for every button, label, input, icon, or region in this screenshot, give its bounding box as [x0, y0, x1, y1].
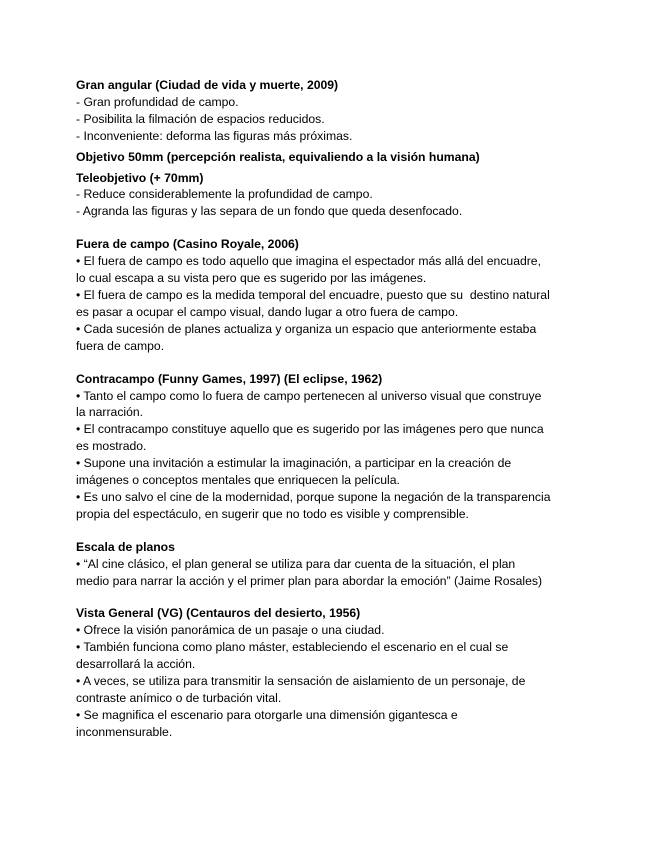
section-line: • “Al cine clásico, el plan general se utiliza para dar cuenta de la situación, el plan [76, 556, 516, 571]
spacer [76, 220, 586, 236]
section-line: • También funciona como plano máster, estableciendo el escenario en el cual se [76, 640, 509, 655]
section-escala-de-planos [76, 539, 586, 590]
section-gran-angular [76, 77, 586, 145]
section-line: • Se magnifica el escenario para otorgarle una dimensión gigantesca e [76, 707, 458, 722]
section-line: • Es uno salvo el cine de la modernidad, porque supone la negación de la transparencia [76, 489, 551, 504]
section-line: • Ofrece la visión panorámica de un pasaje o una ciudad. [76, 623, 385, 638]
section-line: • El fuera de campo es la medida temporal del encuadre, puesto que su destino natural [76, 287, 550, 302]
section-heading: Fuera de campo (Casino Royale, 2006) [76, 237, 299, 252]
section-line: • El fuera de campo es todo aquello que imagina el espectador más allá del encuadre, [76, 254, 541, 269]
section-line: lo cual escapa a su vista pero que es sugerido por las imágenes. [76, 271, 427, 286]
section-heading: Gran angular (Ciudad de vida y muerte, 2009) [76, 78, 339, 92]
section-line: es mostrado. [76, 439, 147, 454]
section-line: • El contracampo constituye aquello que es sugerido por las imágenes pero que nunca [76, 422, 544, 437]
section-line: - Reduce considerablemente la profundidad de campo. [76, 187, 373, 202]
spacer [76, 355, 586, 371]
section-line: contraste anímico o de turbación vital. [76, 691, 282, 705]
section-line: • Cada sucesión de planes actualiza y organiza un espacio que anteriormente estaba [76, 321, 537, 336]
section-heading: Vista General (VG) (Centauros del desierto, 1956) [76, 606, 361, 621]
section-line: - Inconveniente: deforma las figuras más próximas. [76, 128, 353, 143]
section-contracampo [76, 371, 586, 523]
section-line: desarrollará la acción. [76, 657, 196, 672]
section-line: • Tanto el campo como lo fuera de campo pertenecen al universo visual que construye [76, 388, 542, 403]
spacer [76, 523, 586, 539]
section-heading: Teleobjetivo (+ 70mm) [76, 170, 204, 185]
section-line: - Posibilita la filmación de espacios reducidos. [76, 111, 325, 126]
document-page [76, 77, 586, 741]
section-line: • Supone una invitación a estimular la imaginación, a participar en la creación de [76, 456, 512, 471]
section-heading: Objetivo 50mm (percepción realista, equivaliendo a la visión humana) [76, 149, 480, 164]
section-line: fuera de campo. [76, 338, 165, 353]
section-heading: Escala de planos [76, 539, 175, 554]
section-heading: Contracampo (Funny Games, 1997) (El eclipse, 1962) [76, 371, 383, 386]
section-line: inconmensurable. [76, 724, 173, 739]
spacer [76, 589, 586, 605]
section-line: la narración. [76, 405, 144, 420]
section-fuera-de-campo [76, 236, 586, 354]
section-line: medio para narrar la acción y el primer plan para abordar la emoción” (Jaime Rosales) [76, 573, 543, 588]
section-line: - Gran profundidad de campo. [76, 94, 239, 109]
section-line: propia del espectáculo, en sugerir que no todo es visible y comprensible. [76, 506, 469, 521]
section-line: imágenes o conceptos mentales que enriquecen la película. [76, 473, 400, 488]
section-vista-general [76, 605, 586, 740]
section-line: es pasar a ocupar el campo visual, dando lugar a otro fuera de campo. [76, 304, 459, 319]
section-line: • A veces, se utiliza para transmitir la sensación de aislamiento de un personaje, de [76, 674, 526, 689]
section-teleobjetivo [76, 170, 586, 221]
section-objetivo-50mm [76, 149, 586, 166]
section-line: - Agranda las figuras y las separa de un fondo que queda desenfocado. [76, 204, 463, 219]
